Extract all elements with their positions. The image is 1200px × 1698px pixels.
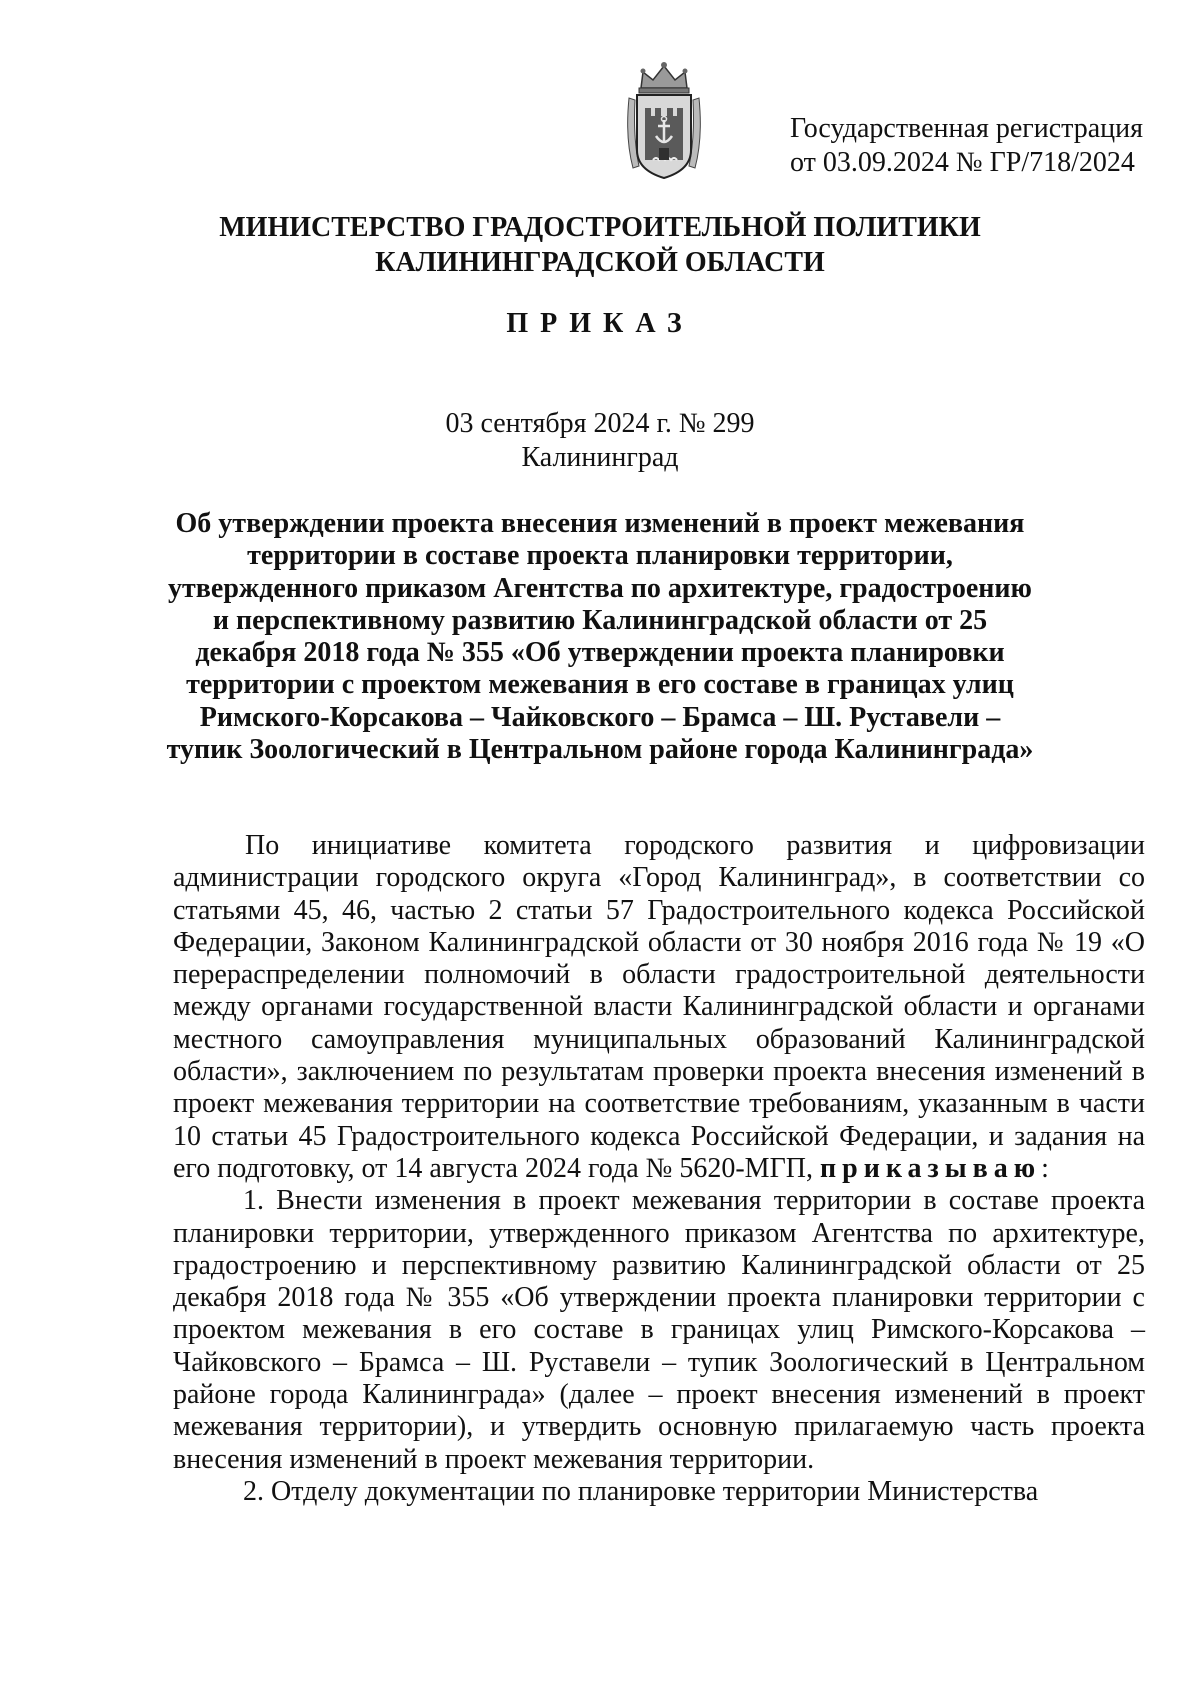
- ministry-name-line2: КАЛИНИНГРАДСКОЙ ОБЛАСТИ: [375, 247, 825, 278]
- preamble-text: По инициативе комитета городского развития и цифровизации администрации городского округа «Город Калининград», в соответствии со статьями 45, 46, частью 2 статьи 57 Градостроительного кодекса Российской Федерации, Законом Калининградской области от 30 ноября 2016 года № 19 «О перераспределении полномочий в области градостроительной деятельности между органами государственной власти Калининградской области и органами местного самоуправления муниципальных образований Калининградской области», заключением по результатам проверки проекта внесения изменений в проект межевания территории на соответствие требованиям, указанным в части 10 статьи 45 Градостроительного кодекса Российской Федерации, и задания на его подготовку, от 14 августа 2024 года № 5620-МГП,: [173, 830, 1145, 1184]
- preamble-paragraph: [173, 830, 1145, 1185]
- order-body: [173, 830, 1145, 1508]
- order-meta: [0, 407, 1200, 475]
- ministry-name: [0, 210, 1200, 280]
- order-title: ПРИКАЗ: [506, 308, 694, 339]
- order-subject: Об утверждении проекта внесения изменений в проект межевания территории в составе проекта планировки территории, утвержденного приказом Агентства по архитектуре, градостроению и перспективному развитию Калининградской области от 25 декабря 2018 года № 355 «Об утверждении проекта планировки территории с проектом межевания в его составе в границах улиц Римского-Корсакова – Чайковского – Брамса – Ш. Руставели – тупик Зоологический в Центральном районе города Калининграда»: [166, 508, 1034, 766]
- registration-title: Государственная регистрация: [790, 113, 1143, 144]
- registration-number: от 03.09.2024 № ГР/718/2024: [790, 147, 1135, 178]
- order-city: Калининград: [521, 442, 679, 473]
- decree-word: приказываю: [819, 1152, 1042, 1184]
- decree-colon: :: [1041, 1152, 1049, 1184]
- order-item-1: 1. Внести изменения в проект межевания территории в составе проекта планировки территории, утвержденного приказом Агентства по архитектуре, градостроению и перспективному развитию Калининградской области от 25 декабря 2018 года № 355 «Об утверждении проекта планировки территории с проектом межевания в его составе в границах улиц Римского-Корсакова – Чайковского – Брамса – Ш. Руставели – тупик Зоологический в Центральном районе города Калининграда» (далее – проект внесения изменений в проект межевания территории), и утвердить основную прилагаемую часть проекта внесения изменений в проект межевания территории.: [173, 1185, 1145, 1475]
- order-date-number: 03 сентября 2024 г. № 299: [445, 408, 755, 439]
- registration-stamp: [790, 112, 1160, 180]
- order-item-2: 2. Отделу документации по планировке территории Министерства: [243, 1475, 1039, 1507]
- ministry-name-line1: МИНИСТЕРСТВО ГРАДОСТРОИТЕЛЬНОЙ ПОЛИТИКИ: [219, 212, 981, 243]
- kaliningrad-coat-of-arms-icon: [623, 58, 705, 182]
